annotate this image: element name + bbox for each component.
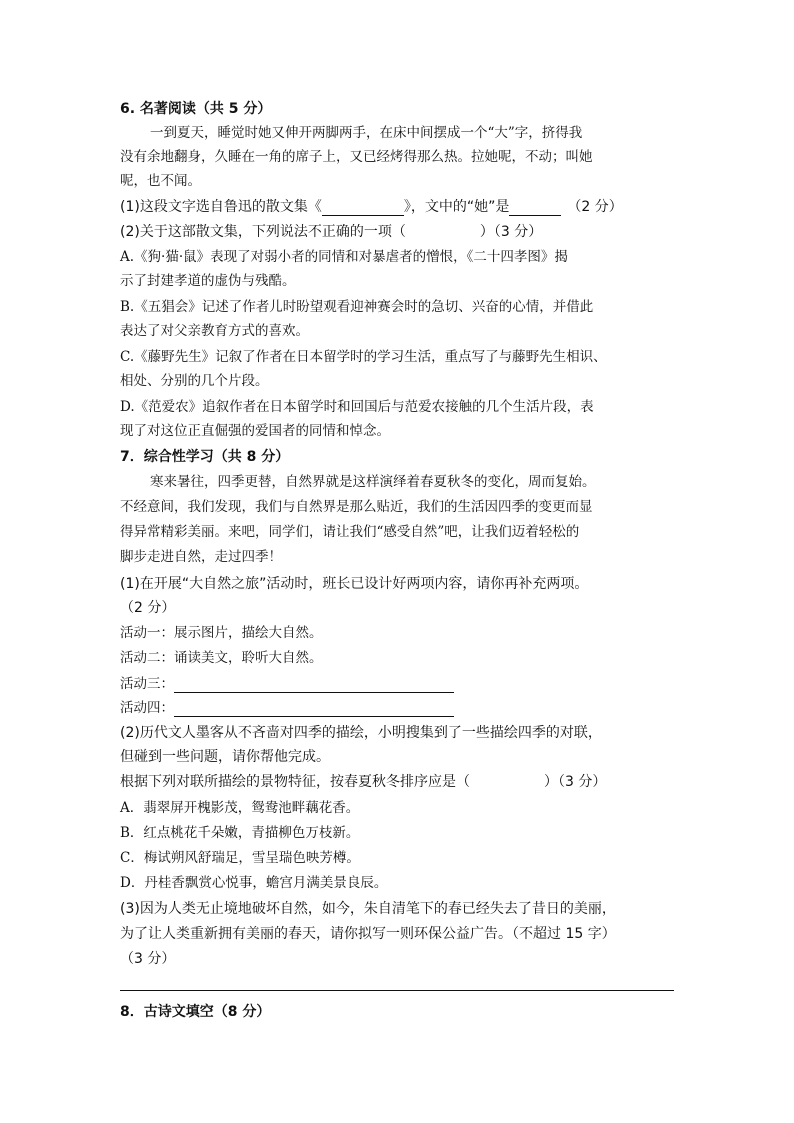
couplet-b: B．红点桃花千朵嫩，青描柳色万枝新。	[120, 825, 360, 841]
option-d-line-1: D.《范爱农》追叙作者在日本留学时和回国后与范爱农接触的几个生活片段，表	[120, 399, 594, 415]
activity-1: 活动一：展示图片，描绘大自然。	[120, 625, 323, 641]
q6-sub1	[120, 198, 623, 216]
q8-title: 8．古诗文填空（8 分）	[120, 1004, 271, 1020]
q7-sub2-line-1: (2)历代文人墨客从不吝啬对四季的描绘，小明搜集到了一些描绘四季的对联，	[120, 725, 602, 741]
option-a-line-1: A.《狗·猫·鼠》表现了对弱小者的同情和对暴虐者的憎恨，《二十四孝图》揭	[120, 249, 568, 265]
option-b-line-1: B.《五猖会》记述了作者儿时盼望观看迎神赛会时的急切、兴奋的心情，并借此	[120, 299, 594, 315]
q6-sub1-score: （2 分）	[567, 199, 623, 215]
q7-sub3-score: （3 分）	[120, 951, 176, 967]
q6-sub2-text-a: (2)关于这部散文集，下列说法不正确的一项（	[120, 224, 406, 240]
q7-sub1: (1)在开展“大自然之旅”活动时，班长已设计好两项内容，请你再补充两项。	[120, 576, 589, 592]
q6-sub2-text-b: ）（3 分）	[479, 224, 543, 240]
q7-passage-line-4: 脚步走进自然，走过四季！	[120, 549, 282, 565]
q7-sub3-line-1: (3)因为人类无止境地破坏自然，如今，朱自清笔下的春已经失去了昔日的美丽，	[120, 901, 616, 917]
q6-passage-line-3: 呢，也不闻。	[120, 173, 201, 189]
option-c-line-1: C.《藤野先生》记叙了作者在日本留学时的学习生活，重点写了与藤野先生相识、	[120, 349, 607, 365]
activity-4-answer-blank[interactable]	[174, 702, 454, 717]
she-answer-blank[interactable]	[509, 201, 561, 216]
activity-4	[120, 699, 454, 717]
q6-sub2	[120, 223, 542, 241]
activity-3-label: 活动三：	[120, 676, 174, 692]
q7-sub2-text-b: ）（3 分）	[544, 774, 607, 790]
anthology-answer-blank[interactable]	[322, 201, 404, 216]
q7-sub1-score: （2 分）	[120, 600, 176, 616]
q7-sub2-text-a: 根据下列对联所描绘的景物特征，按春夏秋冬排序应是（	[120, 774, 470, 790]
activity-3-answer-blank[interactable]	[174, 678, 454, 693]
couplet-a: A．翡翠屏开槐影茂，鸳鸯池畔藕花香。	[120, 800, 360, 816]
q6-sub1-text-b: 》，文中的“她”是	[403, 199, 510, 215]
ad-answer-line[interactable]	[120, 990, 674, 991]
option-c-line-2: 相处、分别的几个片段。	[120, 373, 269, 389]
q7-title: 7．综合性学习（共 8 分）	[120, 449, 290, 465]
q6-sub1-text-a: (1)这段文字选自鲁迅的散文集《	[120, 199, 322, 215]
activity-2: 活动二：诵读美文，聆听大自然。	[120, 650, 323, 666]
activity-4-label: 活动四：	[120, 700, 174, 716]
q7-passage-line-2: 不经意间，我们发现，我们与自然界是那么贴近，我们的生活因四季的变更而显	[120, 499, 593, 515]
option-a-line-2: 示了封建孝道的虚伪与残酷。	[120, 273, 296, 289]
option-d-line-2: 现了对这位正直倔强的爱国者的同情和悼念。	[120, 423, 390, 439]
q7-passage-line-1: 寒来暑往，四季更替，自然界就是这样演绎着春夏秋冬的变化，周而复始。	[150, 474, 596, 490]
activity-3	[120, 675, 454, 693]
q7-sub2-line-2: 但碰到一些问题，请你帮他完成。	[120, 749, 330, 765]
q6-passage-line-2: 没有余地翻身，久睡在一角的席子上，又已经烤得那么热。拉她呢，不动；叫她	[120, 149, 593, 165]
option-b-line-2: 表达了对父亲教育方式的喜欢。	[120, 323, 309, 339]
couplet-c: C．梅试朔风舒瑞足，雪呈瑞色映芳樽。	[120, 850, 360, 866]
couplet-d: D．丹桂香飘赏心悦事，蟾宫月满美景良辰。	[120, 875, 388, 891]
q6-passage-line-1: 一到夏天，睡觉时她又伸开两脚两手，在床中间摆成一个“大”字，挤得我	[150, 125, 583, 141]
q7-sub3-line-2: 为了让人类重新拥有美丽的春天，请你拟写一则环保公益广告。（不超过 15 字）	[120, 926, 616, 942]
q7-passage-line-3: 得异常精彩美丽。来吧，同学们，请让我们“感受自然”吧，让我们迈着轻松的	[120, 524, 580, 540]
q7-sub2-line-3	[120, 773, 606, 791]
q6-title: 6. 名著阅读（共 5 分）	[120, 101, 272, 117]
